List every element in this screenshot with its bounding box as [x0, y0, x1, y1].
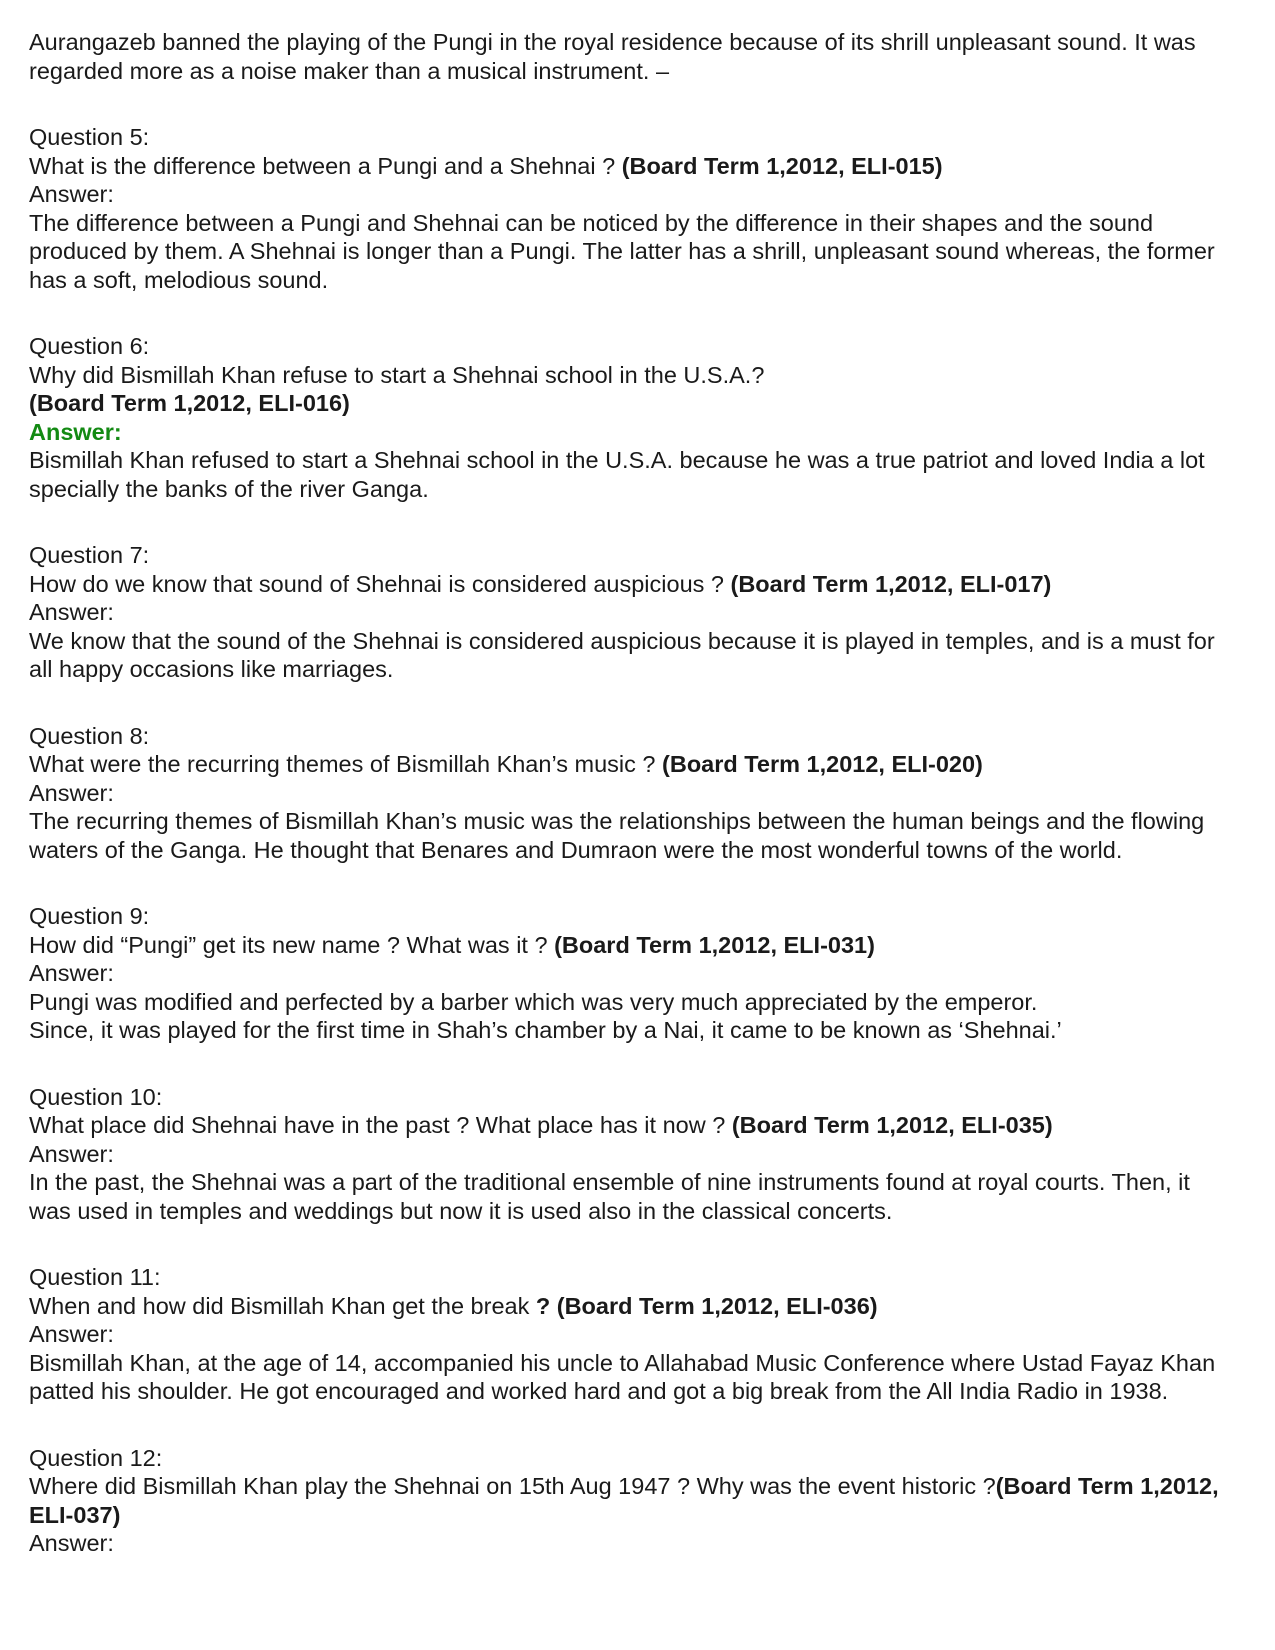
question-block-8 [29, 722, 1234, 865]
question-block-7 [29, 541, 1234, 684]
question-label: Question 6: [29, 333, 150, 359]
question-text [29, 750, 1234, 779]
question-label: Question 11: [29, 1264, 161, 1290]
answer-text: Bismillah Khan, at the age of 14, accompanied his uncle to Allahabad Music Conference where Ustad Fayaz Khan patted his shoulder. He got encouraged and worked hard and got a big break from the All India Radio in 1938. [29, 1349, 1216, 1404]
answer-label: Answer: [29, 1140, 114, 1167]
question-text [29, 1472, 1234, 1529]
question-block-11 [29, 1263, 1234, 1406]
answer-text-line: Since, it was played for the first time in Shah’s chamber by a Nai, it came to be known as ‘Shehnai.’ [29, 1017, 1062, 1043]
answer-text: We know that the sound of the Shehnai is considered auspicious because it is played in temples, and is a must for all happy occasions like marriages. [29, 627, 1215, 682]
answer-text: In the past, the Shehnai was a part of the traditional ensemble of nine instruments found at royal courts. Then, it was used in temples and weddings but now it is used also in the classical concerts. [29, 1169, 1190, 1224]
answer-label: Answer: [29, 599, 114, 625]
question-block-10 [29, 1083, 1234, 1226]
question-reference: (Board Term 1,2012, ELI-017) [730, 570, 1052, 597]
question-text [29, 1292, 1234, 1321]
answer-text: The difference between a Pungi and Shehnai can be noticed by the difference in their shapes and the sound produced by them. A Shehnai is longer than a Pungi. The latter has a shrill, unpleasant sound whereas, the former has a soft, melodious sound. [29, 209, 1215, 293]
question-text [29, 152, 1234, 181]
question-block-6 [29, 332, 1234, 503]
question-block-9 [29, 902, 1234, 1045]
question-reference: (Board Term 1,2012, ELI-015) [621, 152, 943, 179]
question-label: Question 8: [29, 722, 150, 749]
question-body: Where did Bismillah Khan play the Shehnai on 15th Aug 1947 ? Why was the event historic ? [29, 1473, 996, 1499]
question-text [29, 931, 1234, 960]
question-reference: (Board Term 1,2012, ELI-031) [554, 931, 875, 958]
answer-text: The recurring themes of Bismillah Khan’s music was the relationships between the human beings and the flowing waters of the Ganga. He thought that Benares and Dumraon were the most wonderful towns of the world. [29, 808, 1205, 863]
question-reference: ? (Board Term 1,2012, ELI-036) [535, 1292, 878, 1319]
answer-label: Answer: [29, 181, 114, 207]
answer-text: Bismillah Khan refused to start a Shehnai school in the U.S.A. because he was a true patriot and loved India a lot specially the banks of the river Ganga. [29, 447, 1205, 502]
question-label: Question 12: [29, 1444, 163, 1471]
question-reference: (Board Term 1,2012, ELI-037) [29, 1473, 1219, 1528]
answer-label: Answer: [29, 960, 114, 986]
question-reference: (Board Term 1,2012, ELI-016) [29, 390, 350, 416]
question-text [29, 1111, 1234, 1140]
question-reference: (Board Term 1,2012, ELI-035) [731, 1112, 1053, 1138]
question-label: Question 10: [29, 1083, 163, 1110]
question-label: Question 7: [29, 542, 150, 568]
question-body: What were the recurring themes of Bismillah Khan’s music ? [29, 751, 663, 777]
answer-label: Answer: [29, 1321, 114, 1347]
answer-label: Answer: [29, 1530, 114, 1556]
question-block-5 [29, 123, 1234, 294]
question-label: Question 9: [29, 903, 150, 929]
document-page [29, 28, 1234, 1596]
answer-label: Answer: [29, 418, 122, 445]
answer-label: Answer: [29, 779, 114, 806]
question-text [29, 570, 1234, 599]
question-block-12 [29, 1444, 1234, 1558]
question-body: When and how did Bismillah Khan get the break [29, 1292, 536, 1319]
question-body: What place did Shehnai have in the past ? What place has it now ? [29, 1112, 732, 1138]
question-body: How did “Pungi” get its new name ? What was it ? [29, 931, 555, 958]
question-text: Why did Bismillah Khan refuse to start a Shehnai school in the U.S.A.? [29, 361, 765, 388]
question-label: Question 5: [29, 124, 150, 150]
intro-paragraph: Aurangazeb banned the playing of the Pungi in the royal residence because of its shrill unpleasant sound. It was regarded more as a noise maker than a musical instrument. – [29, 29, 1196, 84]
question-reference: (Board Term 1,2012, ELI-020) [662, 751, 983, 777]
question-body: How do we know that sound of Shehnai is considered auspicious ? [29, 570, 731, 597]
question-body: What is the difference between a Pungi and a Shehnai ? [29, 152, 622, 179]
answer-text-line: Pungi was modified and perfected by a barber which was very much appreciated by the emperor. [29, 988, 1038, 1015]
